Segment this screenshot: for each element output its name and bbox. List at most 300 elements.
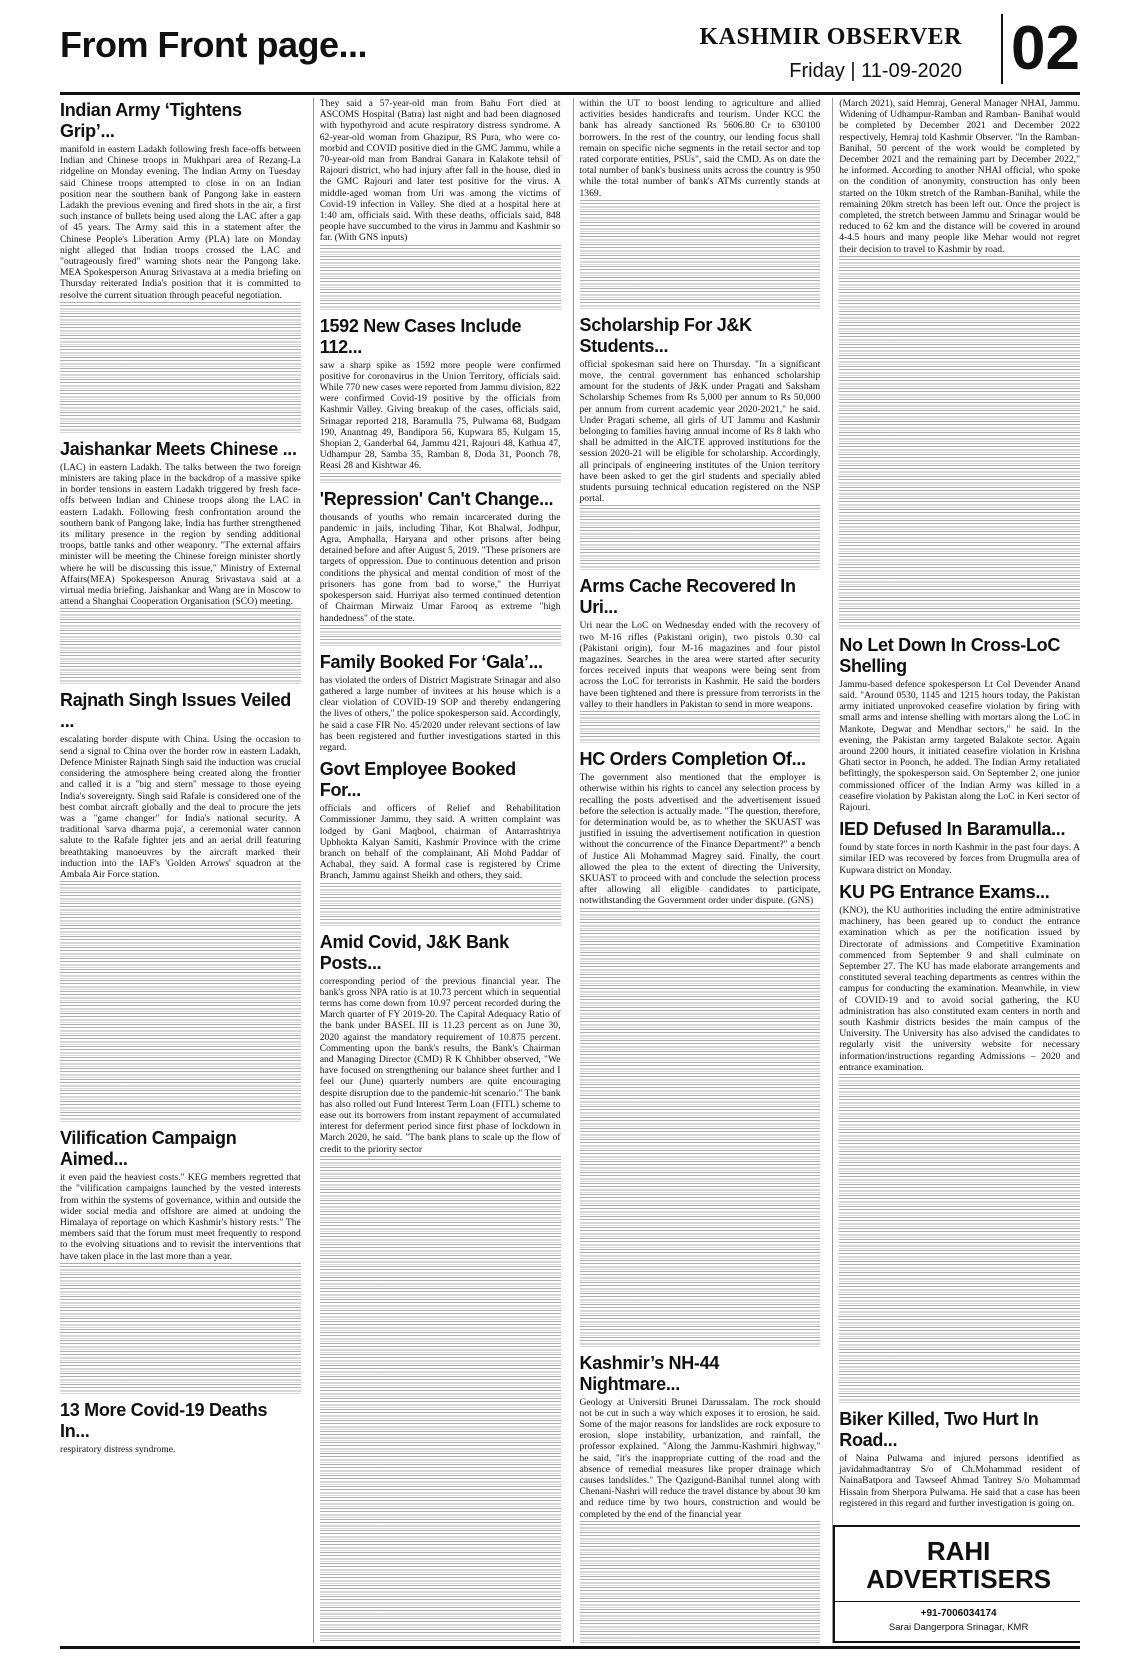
article-text-block <box>320 1596 561 1606</box>
article-text-block <box>60 936 301 946</box>
article-text-block <box>580 1337 821 1347</box>
article-text-block <box>60 1307 301 1317</box>
article-text-block <box>580 1271 821 1281</box>
article-text-block <box>60 1002 301 1012</box>
article-text-block <box>580 538 821 548</box>
article-text-block <box>60 390 301 400</box>
article-text-block <box>320 1211 561 1221</box>
article-text-block <box>839 1294 1080 1304</box>
article-text-block <box>580 288 821 298</box>
article-text-block <box>580 516 821 526</box>
article-text-block <box>839 1228 1080 1238</box>
article-text-block <box>60 641 301 651</box>
article-text-block <box>839 1151 1080 1161</box>
article-text-block <box>580 1543 821 1553</box>
article-text-block <box>839 278 1080 288</box>
article-text-block <box>839 443 1080 453</box>
article <box>580 749 821 1346</box>
article-body: They said a 57-year-old man from Bahu Fort died at ASCOMS Hospital (Batra) last night and had been diagnosed with hypothyroid and acute respiratory distress syndrome. A 62-year-old woman from Ghazipur, RS Pura, who were co-morbid and COVID positive died in the GMC Jammu, while a 70-year-old man from Bandrai Ganara in Kalakote tehsil of Rajouri district, who had injury after fall in the house, died in the GMC Rajouri and later test positive for the virus. A middle-aged woman from Uri was among the victims of Covid-19 infection in Valley. She died at a hospital here at 1:40 am, officials said. With these deaths, officials said, 848 people have succumbed to the virus in Jammu and Kashmir so far. (With GNS inputs) <box>319 98 561 244</box>
article-text-block <box>60 925 301 935</box>
article-body: (March 2021), said Hemraj, General Manager NHAI, Jammu. Widening of Udhampur-Ramban and Ramban- Banihal would be completed by December 2021 and December 2022 respectively, Hemraj told Kashmir Observer. "In the Ramban-Banihal, 50 percent of the work would be completed by December 2021 and the remaining part by December 2022," he informed. According to another NHAI official, who spoke on the condition of anonymity, construction has only been started on the 10km stretch of the Ramban-Banihal, while the remaining 20km stretch has been left out. Once the project is completed, the stretch between Jammu and Srinagar would be reduced to 62 km and the distance will be covered in around 4-4.5 hours and many people like Mehar would not regret their decision to travel to Kashmir by road. <box>839 98 1080 255</box>
article-text-block <box>839 1327 1080 1337</box>
article <box>60 1128 301 1394</box>
issue-date: Friday | 11-09-2020 <box>789 60 962 82</box>
bottom-rule <box>60 1646 1080 1649</box>
column-4 <box>832 98 1080 1643</box>
article-headline[interactable]: Vilification Campaign Aimed... <box>60 1128 237 1170</box>
article-text-block <box>580 1051 821 1061</box>
article-text-block <box>839 1107 1080 1117</box>
article-text-block <box>60 313 301 323</box>
article-text-block <box>839 1096 1080 1106</box>
article-text-block <box>839 366 1080 376</box>
article-text-block <box>580 1095 821 1105</box>
article-text-block <box>580 1205 821 1215</box>
article-text-block <box>320 1244 561 1254</box>
article-text-block <box>839 498 1080 508</box>
article <box>839 819 1080 876</box>
article-text-block <box>320 1398 561 1408</box>
article-headline[interactable]: No Let Down In Cross-LoC Shelling <box>839 634 1061 676</box>
article-text-block <box>320 1464 561 1474</box>
article-text-block <box>320 1343 561 1353</box>
article-text-block <box>60 401 301 411</box>
article-text-block <box>580 1216 821 1226</box>
article-text-block <box>580 996 821 1006</box>
article <box>60 100 301 433</box>
article-text-block <box>320 1299 561 1309</box>
advertiser-address: Sarai Dangerpora Srinagar, KMR <box>888 1622 1029 1633</box>
article-text-block <box>580 1139 821 1149</box>
article-headline[interactable]: HC Orders Completion Of... <box>579 749 806 770</box>
article-text-block <box>60 335 301 345</box>
article-body: (KNO), the KU authorities including the entire administrative machinery, has been geared up to conduct the entrance examination which as per the notification issued by Directorate of admissions and Competitive Examination commenced from September 9 and shall culminate on September 27. The KU has made elaborate arrangements and constituted several teaching departments as centres within the campus for conducting the examination. Meanwhile, in view of COVID-19 and to avoid social gathering, the KU administration has also constituted exam centers in north and south Kashmir districts besides the main campus of the University. The University has also advised the candidates to regularly visit the university website for necessary information/instructions regarding Admissions – 2020 and entrance examination. <box>839 904 1080 1073</box>
column-3 <box>573 98 821 1643</box>
article-text-block <box>839 553 1080 563</box>
article-text-block <box>839 1140 1080 1150</box>
article <box>320 98 561 310</box>
article-headline[interactable]: Arms Cache Recovered In Uri... <box>579 576 796 618</box>
article <box>839 635 1080 813</box>
article-body: official spokesman said here on Thursday. "In a significant move, the central government has enhanced scholarship amount for the students of J&K under Pragati and Saksham Scholarship Schemes from Rs 5,000 per annum to Rs 50,000 per annum from current academic year 2020-2021," he said. Under Pragati scheme, all girls of UT Jammu and Kashmir belonging to families having annual income of Rs 8 lakh who shall be admitted in the AICTE approved institutions for the session 2020-21 will be eligible for scholarship. Accordingly, all principals of engineering institutes of the Union territory have been asked to get the girl students and specially abled students pursuing technical education registered on the NSP portal. <box>579 358 821 505</box>
article-text-block <box>580 222 821 232</box>
article-text-block <box>580 1062 821 1072</box>
article-text-block <box>320 625 561 635</box>
article-text-block <box>839 509 1080 519</box>
article-text-block <box>580 1282 821 1292</box>
article-text-block <box>580 1315 821 1325</box>
article <box>839 1409 1080 1509</box>
article-text-block <box>320 300 561 310</box>
article-text-block <box>839 1371 1080 1381</box>
article-body: Uri near the LoC on Wednesday ended with the recovery of two M-16 rifles (Pakistani origin), two pistols 0.30 cal (Pakistani origin), four M-16 magazines and four pistol magazines. Searches in the area were started after security forces received inputs that weapons were being sent from across the LoC for terrorists in Kashmir. He said the borders have been tightened and there is pressure from terrorists in the valley to their handlers in Pakistan to send in more weapons. <box>579 620 821 710</box>
article-text-block <box>60 302 301 312</box>
article-text-block <box>60 892 301 902</box>
article-body: respiratory distress syndrome. <box>60 1443 176 1455</box>
article-body: officials and officers of Relief and Rehabilitation Commissioner Jammu, they said. A written complaint was lodged by Gani Maqbool, chairman of Antarrashtriya Upbhokta Kalyan Samiti, Kashmir Province with the crime branch on behalf of the complainant, Ali Mohd Paddar of Achabal, they said. A formal case is registered by Crime Branch, Jammu against Sheikh and others, they said. <box>319 803 561 882</box>
article-text-block <box>580 1040 821 1050</box>
article-text-block <box>580 211 821 221</box>
article-text-block <box>320 1387 561 1397</box>
article-text-block <box>580 908 821 918</box>
article-text-block <box>320 1277 561 1287</box>
article-text-block <box>320 1255 561 1265</box>
article-text-block <box>320 1156 561 1166</box>
article-text-block <box>839 300 1080 310</box>
article-text-block <box>60 608 301 618</box>
article-text-block <box>839 1272 1080 1282</box>
article-body: (LAC) in eastern Ladakh. The talks between the two foreign ministers are taking place in the backdrop of a massive spike in border tensions in eastern Ladakh triggered by fresh face-offs between Indian and Chinese troops along the LAC in eastern Ladakh. Following fresh confrontation around the southern bank of Pangong lake, India has further strengthened its military presence in the region by sending additional troops, battle tanks and other weaponry. "The external affairs minister will be meeting the Chinese foreign minister shortly where he will be discussing this issue," Ministry of External Affairs(MEA) Spokesperson Anurag Srivastava said at a virtual media briefing. Jaishankar and Wang are in Moscow to attend a Shanghai Cooperation Organisation (SCO) meeting. <box>60 461 301 608</box>
article-text-block <box>580 1029 821 1039</box>
article-headline[interactable]: 13 More Covid-19 Deaths In... <box>60 1399 268 1441</box>
article-text-block <box>839 377 1080 387</box>
article-text-block <box>580 711 821 721</box>
article-text-block <box>839 487 1080 497</box>
article-text-block <box>320 1365 561 1375</box>
article-text-block <box>580 1642 821 1643</box>
article-text-block <box>839 476 1080 486</box>
article-text-block <box>320 636 561 646</box>
article <box>320 652 561 753</box>
article-headline[interactable]: 'Repression' Can't Change... <box>319 488 554 509</box>
article-body: The government also mentioned that the employer is otherwise within his rights to cancel any selection process by recalling the posts advertised and the advertisement issued before the selection is actually made. "The question, therefore, for determination would be, as to whether the SKUAST was justified in issuing the advertisement notification in question without the concurrence of the Finance Department?" a bench of Justice Ali Mohammad Magrey said. Finally, the court allowed the plea to the extent of directing the University, SKUAST to proceed with and conclude the selection process after allowing all eligible candidates to participate, notwithstanding the Government order under dispute. (GNS) <box>579 772 821 907</box>
article-text-block <box>580 1587 821 1597</box>
article-text-block <box>839 564 1080 574</box>
article-body: manifold in eastern Ladakh following fresh face-offs between Indian and Chinese troops in Mukhpari area of Rezang-La ridgeline on Monday evening. The Indian Army on Tuesday said Chinese troops attempted to close in on an Indian position near the southern bank of Pangong lake in eastern Ladakh the previous evening and fired shots in the air, a first such instance of bullets being used along the LAC after a gap of 45 years. The Army said this in a statement after the Chinese People's Liberation Army (PLA) late on Monday night alleged that Indian troops crossed the LAC and "outrageously fired" warning shots near the Pangong lake. MEA Spokesperson Anurag Srivastava at a media briefing on Thursday reiterated India's position that it is committed to resolve the current situation through peaceful negotiation. <box>60 144 301 301</box>
article-text-block <box>580 1084 821 1094</box>
article-text-block <box>580 1128 821 1138</box>
article-text-block <box>580 1073 821 1083</box>
article <box>320 489 561 646</box>
article-text-block <box>580 1161 821 1171</box>
article-text-block <box>60 1329 301 1339</box>
article <box>320 759 561 925</box>
article-text-block <box>580 1227 821 1237</box>
article-text-block <box>320 1618 561 1628</box>
article-text-block <box>60 958 301 968</box>
article-headline[interactable]: Family Booked For ‘Gala’... <box>319 651 543 672</box>
article-headline[interactable]: Rajnath Singh Issues Veiled ... <box>60 690 291 732</box>
article-text-block <box>320 1574 561 1584</box>
article-text-block <box>320 473 561 483</box>
article-text-block <box>580 1117 821 1127</box>
article-text-block <box>320 1497 561 1507</box>
article-text-block <box>60 357 301 367</box>
article-columns <box>60 98 1080 1643</box>
article-text-block <box>580 1554 821 1564</box>
article-text-block <box>580 1007 821 1017</box>
article-text-block <box>60 423 301 433</box>
article-text-block <box>839 1261 1080 1271</box>
article-text-block <box>580 1532 821 1542</box>
article-text-block <box>839 1360 1080 1370</box>
article-text-block <box>839 311 1080 321</box>
article-text-block <box>320 905 561 915</box>
article-text-block <box>580 1194 821 1204</box>
article-text-block <box>580 952 821 962</box>
article-text-block <box>320 1640 561 1643</box>
article-text-block <box>60 1274 301 1284</box>
column-1 <box>60 98 301 1643</box>
article-text-block <box>60 630 301 640</box>
article-text-block <box>580 233 821 243</box>
article-text-block <box>839 1393 1080 1403</box>
article-text-block <box>580 255 821 265</box>
article-text-block <box>839 1162 1080 1172</box>
article-text-block <box>839 1173 1080 1183</box>
article-text-block <box>580 733 821 743</box>
article-text-block <box>580 527 821 537</box>
article-text-block <box>60 1296 301 1306</box>
article-text-block <box>839 619 1080 629</box>
article-text-block <box>320 1563 561 1573</box>
article-headline[interactable]: Jaishankar Meets Chinese ... <box>60 438 297 459</box>
article-text-block <box>839 333 1080 343</box>
article-text-block <box>839 410 1080 420</box>
article-text-block <box>320 1332 561 1342</box>
article-text-block <box>839 520 1080 530</box>
article-text-block <box>580 1172 821 1182</box>
article-headline[interactable]: 1592 New Cases Include 112... <box>319 315 522 357</box>
article-text-block <box>320 1486 561 1496</box>
advertiser-name-line1: RAHI <box>926 1536 991 1566</box>
page-number: 02 <box>1001 14 1080 84</box>
article-text-block <box>60 674 301 684</box>
article-text-block <box>580 549 821 559</box>
article-text-block <box>580 1631 821 1641</box>
column-2 <box>313 98 561 1643</box>
masthead <box>60 14 1080 92</box>
article-text-block <box>580 1598 821 1608</box>
article-text-block <box>839 1074 1080 1084</box>
article-text-block <box>320 1629 561 1639</box>
article-text-block <box>320 256 561 266</box>
article-text-block <box>320 1376 561 1386</box>
article-text-block <box>60 619 301 629</box>
article-text-block <box>580 244 821 254</box>
article-text-block <box>320 1585 561 1595</box>
article-body: Geology at Universiti Brunei Darussalam. The rock should not be cut in such a way which exposes it to erosion, he said. Some of the major reasons for landslides are rock exposure to erosion, slope instability, urbanization, and rainfall, the professor explained. "Along the Jammu-Kashmiri highway," he said, "it's the inappropriate cutting of the road and the absence of remedial measures like proper drainage which causes landslides." The Qazigund-Banihal tunnel along with Chenani-Nashri will reduce the travel distance by about 30 km and reduce time by two hours, construction and would be completed by the end of the financial year <box>579 1396 821 1520</box>
article-text-block <box>580 277 821 287</box>
article-text-block <box>839 1118 1080 1128</box>
article-text-block <box>320 1508 561 1518</box>
article-text-block <box>839 465 1080 475</box>
article-text-block <box>60 1373 301 1383</box>
article-text-block <box>839 1382 1080 1392</box>
article-text-block <box>839 531 1080 541</box>
article-text-block <box>320 289 561 299</box>
article-text-block <box>580 1521 821 1531</box>
article-text-block <box>60 947 301 957</box>
article-text-block <box>580 1106 821 1116</box>
article-text-block <box>320 1178 561 1188</box>
article-text-block <box>320 1475 561 1485</box>
article-text-block <box>580 200 821 210</box>
article-text-block <box>580 1304 821 1314</box>
article-text-block <box>580 1018 821 1028</box>
article-text-block <box>60 1318 301 1328</box>
article-text-block <box>320 1420 561 1430</box>
article-text-block <box>320 278 561 288</box>
article-text-block <box>60 1035 301 1045</box>
article-text-block <box>60 1112 301 1122</box>
article-text-block <box>580 1565 821 1575</box>
article-text-block <box>60 1090 301 1100</box>
article-body: corresponding period of the previous financial year. The bank's gross NPA ratio is at 10.73 percent which in sequential terms has come down from 10.97 percent recorded during the March quarter of FY 2019-20. The Capital Adequacy Ratio of the bank under BASEL III is 11.23 percent as on June 30, 2020 against the mandatory requirement of 10.875 percent. Commenting upon the bank's results, the Bank's Chairman and Managing Director (CMD) R K Chhibber observed, "We have focused on strengthening our balance sheet further and I feel our (June) quarterly numbers are quite encouraging despite disruption due to the pandemic-hit scenario." The bank has also rolled out Fund Interest Term Loan (FITL) scheme to ease out its borrowers from instant repayment of accumulated interest for deferment period since first phase of lockdown in March 2020, he said. "The bank plans to scale up the flow of credit to the priority sector <box>319 975 561 1155</box>
article-text-block <box>839 289 1080 299</box>
article-text-block <box>60 652 301 662</box>
article-text-block <box>320 1233 561 1243</box>
article-headline[interactable]: KU PG Entrance Exams... <box>839 881 1050 902</box>
article <box>320 932 561 1643</box>
article-text-block <box>320 1541 561 1551</box>
article-text-block <box>320 1519 561 1529</box>
article-text-block <box>60 1024 301 1034</box>
article-text-block <box>839 586 1080 596</box>
article-body: within the UT to boost lending to agriculture and allied activities besides handicrafts and tourism. Under KCC the bank has already sanctioned Rs 5606.80 Cr to 630100 borrowers. In the rest of the country, our lending focus shall remain on specific niche segments in the retail sector and top rated corporate entities, PSUs", said the CMD. As on date the total number of bank's business units across the country is 950 while the total number of bank's ATMs currently stands at 1369. <box>579 98 821 199</box>
article-text-block <box>839 421 1080 431</box>
article-text-block <box>580 722 821 732</box>
article-text-block <box>60 1340 301 1350</box>
article-text-block <box>60 346 301 356</box>
article-text-block <box>839 597 1080 607</box>
article <box>580 315 821 571</box>
article-text-block <box>320 1222 561 1232</box>
article-text-block <box>320 267 561 277</box>
article-text-block <box>580 1249 821 1259</box>
article-text-block <box>60 881 301 891</box>
article-text-block <box>839 1349 1080 1359</box>
article-text-block <box>839 1085 1080 1095</box>
article-text-block <box>839 432 1080 442</box>
article-text-block <box>320 1409 561 1419</box>
article-text-block <box>60 412 301 422</box>
article <box>580 1353 821 1643</box>
article-text-block <box>320 1442 561 1452</box>
article-text-block <box>60 969 301 979</box>
article-body: it even paid the heaviest costs." KEG members regretted that the "vilification campaigns launched by the vested interests from within the systems of governance, within and outside the wider social media and offshore are aimed at undoing the Himalaya of reportage on which Kashmir's history rests." The members said that the forum must meet frequently to respond to the evolving situations and to revisit the interventions that have taken place in the last more than a year. <box>60 1172 301 1262</box>
article-text-block <box>320 1189 561 1199</box>
article-text-block <box>580 1150 821 1160</box>
article-text-block <box>320 1310 561 1320</box>
article-text-block <box>580 299 821 309</box>
article-body: escalating border dispute with China. Using the occasion to send a signal to China over the border row in eastern Ladakh, Defence Minister Rajnath Singh said the induction was crucial considering the atmosphere being created along the frontier and called it is a "big and stern" message to those eyeing India's sovereignty. Singh said Rafale is considered one of the best combat aircraft globally and the deal to procure the jets was a "game changer" for India's national security. A traditional 'sarva dharma puja', a ceremonial water cannon salute to the Rafale fighter jets and an aerial drill featuring breathtaking manoeuvres by the aircraft marked their induction into the IAF's 'Golden Arrows' squadron at the Ambala Air Force station. <box>60 734 301 880</box>
article-text-block <box>60 914 301 924</box>
article-text-block <box>320 894 561 904</box>
article-text-block <box>839 542 1080 552</box>
article-text-block <box>60 991 301 1001</box>
article-text-block <box>839 1305 1080 1315</box>
article-text-block <box>60 379 301 389</box>
article-headline[interactable]: Govt Employee Booked For... <box>319 759 516 801</box>
article-body: Jammu-based defence spokesperson Lt Col Devender Anand said. "Around 0530, 1145 and 1215 hours today, the Pakistan army initiated unprovoked ceasefire violation by firing with small arms and intense shelling with mortars along the LoC in Mankote, Degwar and Mendhar sectors," he said. In the evening, the Pakistan army targeted Balakote sector. Again around 2200 hours, it initiated ceasefire violation in Krishna Ghati sector in Poonch, he added. The Indian Army retaliated befittingly, the spokesperson said. On September 2, one junior commissioned officer of the Indian Army was killed in a ceasefire violation by Pakistan along the LoC in Keri sector of Rajouri. <box>839 678 1080 814</box>
article-text-block <box>320 1431 561 1441</box>
article-text-block <box>60 368 301 378</box>
article-text-block <box>320 916 561 926</box>
article-text-block <box>839 1217 1080 1227</box>
article-text-block <box>60 1079 301 1089</box>
article-text-block <box>580 560 821 570</box>
article-text-block <box>320 1453 561 1463</box>
article <box>320 316 561 483</box>
article-text-block <box>580 1576 821 1586</box>
newspaper-name: KASHMIR OBSERVER <box>699 24 962 50</box>
article-text-block <box>839 1316 1080 1326</box>
article-text-block <box>839 355 1080 365</box>
article-text-block <box>60 1046 301 1056</box>
article <box>60 439 301 685</box>
article-text-block <box>839 1338 1080 1348</box>
article-text-block <box>839 1184 1080 1194</box>
article-headline[interactable]: Kashmir’s NH-44 Nightmare... <box>579 1352 720 1394</box>
article-text-block <box>60 903 301 913</box>
article-text-block <box>839 388 1080 398</box>
article-text-block <box>839 608 1080 618</box>
article-text-block <box>580 1609 821 1619</box>
article-text-block <box>60 1384 301 1394</box>
article-text-block <box>580 985 821 995</box>
article-headline[interactable]: Amid Covid, J&K Bank Posts... <box>319 931 509 973</box>
article-text-block <box>320 1200 561 1210</box>
article-text-block <box>320 1530 561 1540</box>
article-text-block <box>580 1293 821 1303</box>
article-text-block <box>580 266 821 276</box>
article-text-block <box>580 1326 821 1336</box>
article-text-block <box>580 919 821 929</box>
article-text-block <box>60 1057 301 1067</box>
article-text-block <box>60 1013 301 1023</box>
article-body: saw a sharp spike as 1592 more people were confirmed positive for coronavirus in the Union Territory, officials said. While 770 new cases were reported from Jammu division, 822 were confirmed Covid-19 positive by the officials from Kashmir Valley. Giving breakup of the cases, officials said, Srinagar reported 218, Baramulla 75, Pulwama 68, Budgam 190, Anantnag 49, Bandipora 56, Kupwara 85, Kulgam 15, Shopian 2, Ganderbal 64, Jammu 421, Rajouri 48, Kathua 47, Udhampur 28, Samba 35, Ramban 8, Doda 31, Poonch 78, Reasi 28 and Kishtwar 46. <box>319 359 561 472</box>
article <box>580 576 821 743</box>
article-text-block <box>839 1250 1080 1260</box>
article-text-block <box>320 1354 561 1364</box>
article-text-block <box>60 324 301 334</box>
section-title: From Front page... <box>60 24 368 65</box>
top-rule <box>60 92 1080 95</box>
article-text-block <box>839 1206 1080 1216</box>
article-text-block <box>320 245 561 255</box>
article-text-block <box>60 1351 301 1361</box>
article-text-block <box>60 1362 301 1372</box>
article-text-block <box>839 575 1080 585</box>
article-text-block <box>60 980 301 990</box>
article-text-block <box>839 1283 1080 1293</box>
advertisement[interactable] <box>833 1525 1080 1643</box>
article-text-block <box>580 974 821 984</box>
article-headline[interactable]: Biker Killed, Two Hurt In Road... <box>839 1408 1039 1450</box>
article-text-block <box>580 1620 821 1630</box>
article-headline[interactable]: Indian Army ‘Tightens Grip’... <box>60 100 242 141</box>
article-text-block <box>580 1260 821 1270</box>
article-text-block <box>580 1183 821 1193</box>
article-text-block <box>839 322 1080 332</box>
article <box>839 98 1080 629</box>
article <box>60 690 301 1122</box>
article-text-block <box>839 344 1080 354</box>
article-body: has violated the orders of District Magistrate Srinagar and also gathered a large number of invitees at his house which is a clear violation of COVID-19 SOP and thereby endangering the lives of others," the police spokesperson said. Accordingly, he said a case FIR No. 45/2020 under relevant sections of law has been registered and further investigations started in this regard. <box>319 674 561 753</box>
article <box>60 1400 301 1455</box>
article-text-block <box>839 256 1080 266</box>
article-text-block <box>580 930 821 940</box>
advertiser-name-line2: ADVERTISERS <box>866 1564 1052 1594</box>
article-headline[interactable]: IED Defused In Baramulla... <box>839 819 1066 840</box>
article-text-block <box>839 399 1080 409</box>
article-text-block <box>839 1195 1080 1205</box>
article-text-block <box>320 1288 561 1298</box>
article-headline[interactable]: Scholarship For J&K Students... <box>579 314 752 356</box>
article-text-block <box>320 1607 561 1617</box>
article-text-block <box>580 505 821 515</box>
